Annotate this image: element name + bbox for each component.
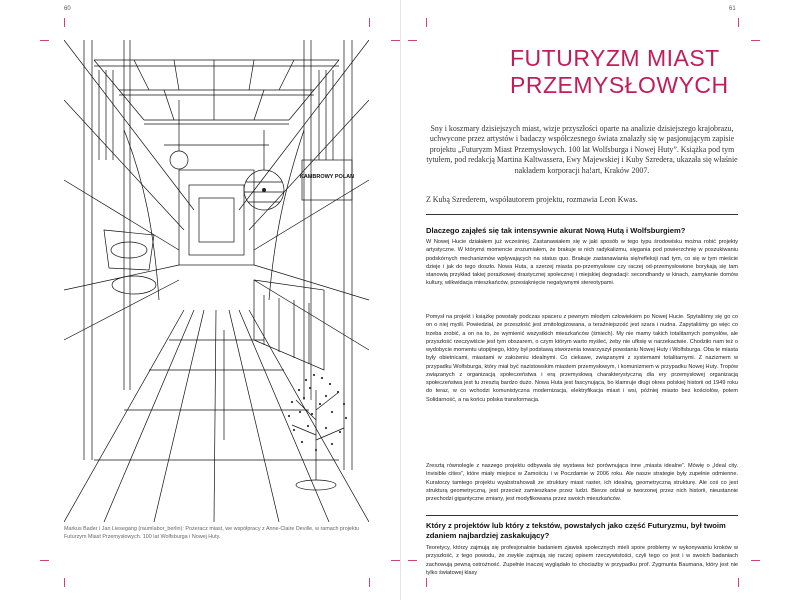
industrial-interior-illustration <box>64 40 369 522</box>
crop-mark <box>369 18 370 27</box>
crop-mark <box>408 40 417 41</box>
crop-mark <box>40 40 49 41</box>
answer-1-paragraph-2: Pomysł na projekt i książkę powstały podczas spaceru z pewnym młodym człowiekiem po Nowej Hucie. Spytaliśmy się go co on o niej myśli. Powiedział, że przeszłość jest zmitologizowana, a teraźniejszość jest szara i nudna. Zapytaliśmy go więc co trzeba zrobić, a on na to, że wymienić wszystkich mieszkańców (śmiech). My nie mamy takich totalitarnych pomysłów, ale przyszłość rzeczywiście jest tym obszarem, o czym którym warto myśleć, żeby nie ufksię w narzekactwie. Chodziło nam też o wydobycie momentu utopijnego, który był podstawą stworzenia towarzyszył powstaniu Nowej Huty i Wolfsburga. Oba te miasta były obietnicami, miastami w założeniu idealnymi. Co ciekawe, związanymi z systemami totalitarnymi. Z nazizmem w przypadku Wolfsburga, który miał być nazistowskim miastem przemysłowym, i komunizmem w przypadku Nowej Huty. Tropów związanych z organizacją społeczeństwa i erą przemysłową charakterystyczną dla ery przemysłowej organizacją społeczeństwa jest tu zresztą bardzo dużo. Nowa Huta jest fascynująca, bo klamruje długi okres polskiej historii od 1949 roku do teraz, w co wchodzi komunistyczna modernizacja, elektryfikacja miast i wsi, później miasto bez kościołów, potem Solidarność, a na końcu polska transformacja. <box>426 314 738 403</box>
crop-mark <box>426 578 427 587</box>
crop-mark <box>751 560 760 561</box>
gutter-line <box>400 0 401 600</box>
section-divider <box>426 214 738 215</box>
crop-mark <box>738 578 739 587</box>
hanging-sign-text: KAMBROWY POLAN <box>299 174 355 180</box>
answer-1-paragraph-1: W Nowej Hucie działałem już wcześniej. Zastanawiałem się w jaki sposób w tego typu środowisku można robić projekty artystyczne. W którymś momencie zrozumiałem, że brakuje w nich radykalizmu, sięgania pod powierzchnię w poszukiwaniu podskórnych mechanizmów wpływających na status quo. Brakuje zastanawiania się/refleksji nad tym, co się w tym mieście dzieje i jak do tego doszło. Nowa Huta, a szerzej miasta po-przemysłowe czy raczej od-przemysłowione borykają się tam stanowią przykład takiej porażkowej drastycznej społecznej i miejskiej degradacji: secondhandy w kinach, zamykanie domów kultury, wlikwidacja mieszkańców, przesiąknięcie negatywnymi stereotypami. <box>426 239 738 287</box>
interview-question-1: Dlaczego zająłeś się tak intensywnie akurat Nową Hutą i Wolfsburgiem? <box>426 226 686 235</box>
page-number-left: 60 <box>64 6 71 12</box>
crop-mark <box>426 18 427 27</box>
crop-mark <box>391 560 400 561</box>
crop-mark <box>64 18 65 27</box>
page-number-right: 61 <box>729 6 736 12</box>
crop-mark <box>40 560 49 561</box>
illustration-drawing <box>64 40 369 522</box>
article-byline: Z Kubą Szrederem, współautorem projektu, rozmawia Leon Kwas. <box>426 195 638 204</box>
crop-mark <box>751 40 760 41</box>
crop-mark <box>369 578 370 587</box>
crop-mark <box>408 560 417 561</box>
crop-mark <box>64 578 65 587</box>
article-title: FUTURYZM MIAST PRZEMYSŁOWYCH <box>510 45 729 99</box>
crop-mark <box>391 40 400 41</box>
interview-question-2: Który z projektów lub który z tekstów, powstałych jako część Futuryzmu, był twoim zdaniem najbardziej zaskakujący? <box>426 521 726 540</box>
illustration-caption: Markus Bader i Jan Liesegang (raumlabor_berlin): Pożeracz miast, we współpracy z Anne-Claire Deville, w ramach projektu Futurzym Miast Przemysłowych. 100 lat Wolfsburga i Nowej Huty. <box>64 526 360 540</box>
crop-mark <box>738 18 739 27</box>
section-divider <box>426 515 738 516</box>
answer-1-paragraph-3: Zresztą równolegle z naszego projektu odbywała się wystawa też porównująca inne „miasta idealne”. Mówię o „Ideal city. Invisible cities”, które miały miejsce w Zamościu i w Poczdamie w 2006 roku. Ale nasze strategie były zupełnie odmienne. Kuratorzy tamtego projektu wyabstrahowali ze struktury miast raster, ich idealną, geometryczną strukturę. Ale coś co jest strukturą geometryczną, jest przecież zamieszkane przez ludzi. Bierze odział w tworzonej przez nich historii, nieustannie przechodzi gigantyczne zmiany, jest modyfikowana przez swoich mieszkańców. <box>426 463 738 502</box>
article-lead: Sny i koszmary dzisiejszych miast, wizje przyszłości oparte na analizie dzisiejszego krajobrazu, uchwycone przez artystów i badaczy współczesnego świata znalazły się w pasjonującym zapisie projektu „Futuryzm Miast Przemysłowych. 100 lat Wolfsburga i Nowej Huty”. Książka pod tym tytułem, pod redakcją Martina Kaltwassera, Ewy Majewskiej i Kuby Szredera, ukazała się właśnie nakładem korporacji ha!art, Kraków 2007. <box>426 124 738 175</box>
answer-2-paragraph-1: Teoretycy, którzy zajmują się profesjonalnie badaniem zjawisk społecznych mieli spore problemy w wykonywaniu kroków w przyszłość, z tego powodu, że zwykle zajmują się raczej opisem rzeczywistości, czyli tego co jest i w swoich badaniach zachowują pewną ostrożność. Zupełnie inaczej wyglądało to chociażby w przypadku prof. Zygmunta Baumana, który jest nie tylko światowej klasy <box>426 545 738 576</box>
